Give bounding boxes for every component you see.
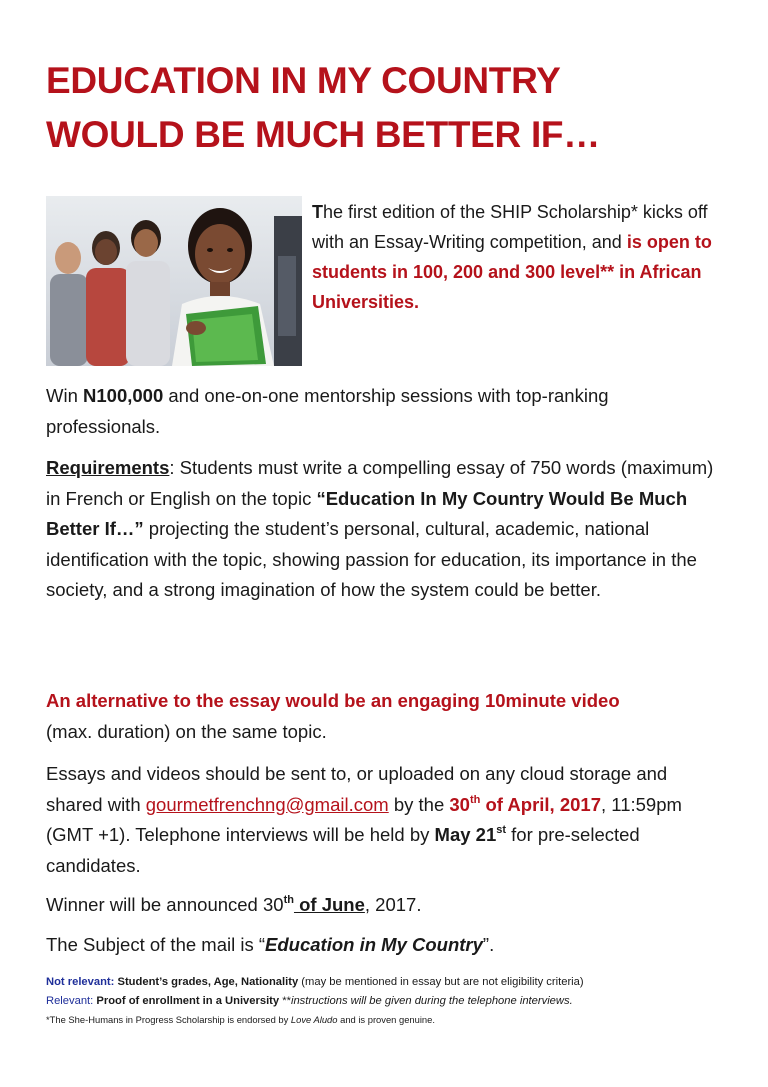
prize-prefix: Win [46,385,83,406]
disclaimer-name: Love Aludo [290,1014,338,1025]
winner-text-1: Winner will be announced 30 [46,894,284,915]
requirements-text-2: projecting the student’s personal, cultural, academic, national identification with the topic, showing passion for education, its importance in the society, and a strong imagination of how the system could be better. [46,518,697,600]
intro-highlight: is open to students in 100, 200 and 300 level** in African Universities. [312,232,712,312]
relevant-note [46,992,746,1010]
subject-value: Education in My Country [265,934,483,955]
prize-paragraph [46,381,726,442]
deadline-rest: of April, 2017 [480,793,601,815]
title-line-2: WOULD BE MUCH BETTER IF… [46,114,600,155]
winner-paragraph [46,890,726,921]
intro-dropcap: T [312,202,323,222]
winner-text-2: , 2017. [364,894,422,915]
requirements-paragraph [46,453,726,606]
submission-paragraph [46,759,726,881]
alternative-rest: (max. duration) on the same topic. [46,720,327,742]
essay-topic: “Education In My Country Would Be Much Better If…” [46,487,688,539]
page-title [46,54,726,162]
alternative-highlight: An alternative to the essay would be an engaging 10minute video [46,690,620,711]
not-relevant-label: Not relevant: [46,976,115,988]
disclaimer-text-2: and is proven genuine. [337,1014,435,1025]
prize-amount: N100,000 [83,385,164,406]
disclaimer-note [46,1011,746,1029]
subject-text-1: The Subject of the mail is “ [46,934,266,955]
submission-text-4: for pre-selected candidates. [46,824,640,876]
not-relevant-note [46,973,746,991]
intro-text: he first edition of the SHIP Scholarship* kicks off with an Essay-Writing competition, and [312,202,708,252]
interview-sup: st [496,824,507,836]
disclaimer-text-1: *The She-Humans in Progress Scholarship is endorsed by [46,1014,291,1025]
submission-text-2: by the [388,793,450,815]
prize-suffix: and one-on-one mentorship sessions with top-ranking professionals. [46,385,609,437]
deadline-sup: th [469,793,481,806]
relevant-stars: ** [279,995,291,1007]
deadline-day: 30 [449,793,470,815]
title-line-1: EDUCATION IN MY COUNTRY [46,60,561,101]
alternative-paragraph [46,686,726,747]
requirements-label: Requirements [46,457,170,478]
contact-email-link[interactable]: gourmetfrenchng@gmail.com [145,793,389,815]
requirements-text-1: : Students must write a compelling essay of 750 words (maximum) in French or English on the topic [46,457,714,509]
relevant-label: Relevant: [46,995,94,1007]
not-relevant-items: Student’s grades, Age, Nationality [114,976,299,988]
students-photo [46,196,302,366]
winner-sup: th [283,894,294,906]
submission-text-1: Essays and videos should be sent to, or uploaded on any cloud storage and shared with [46,763,668,815]
students-photo-icon [46,196,302,366]
interview-date: May 21 [434,824,497,845]
submission-text-3: , 11:59pm (GMT +1). Telephone interviews will be held by [46,793,682,845]
relevant-item: Proof of enrollment in a University [93,995,280,1007]
subject-paragraph [46,930,726,961]
subject-text-2: ”. [482,934,495,955]
relevant-instructions: instructions will be given during the telephone interviews. [290,995,573,1007]
winner-month: of June [293,894,365,915]
not-relevant-explanation: (may be mentioned in essay but are not eligibility criteria) [298,976,584,988]
intro-paragraph [312,197,732,317]
